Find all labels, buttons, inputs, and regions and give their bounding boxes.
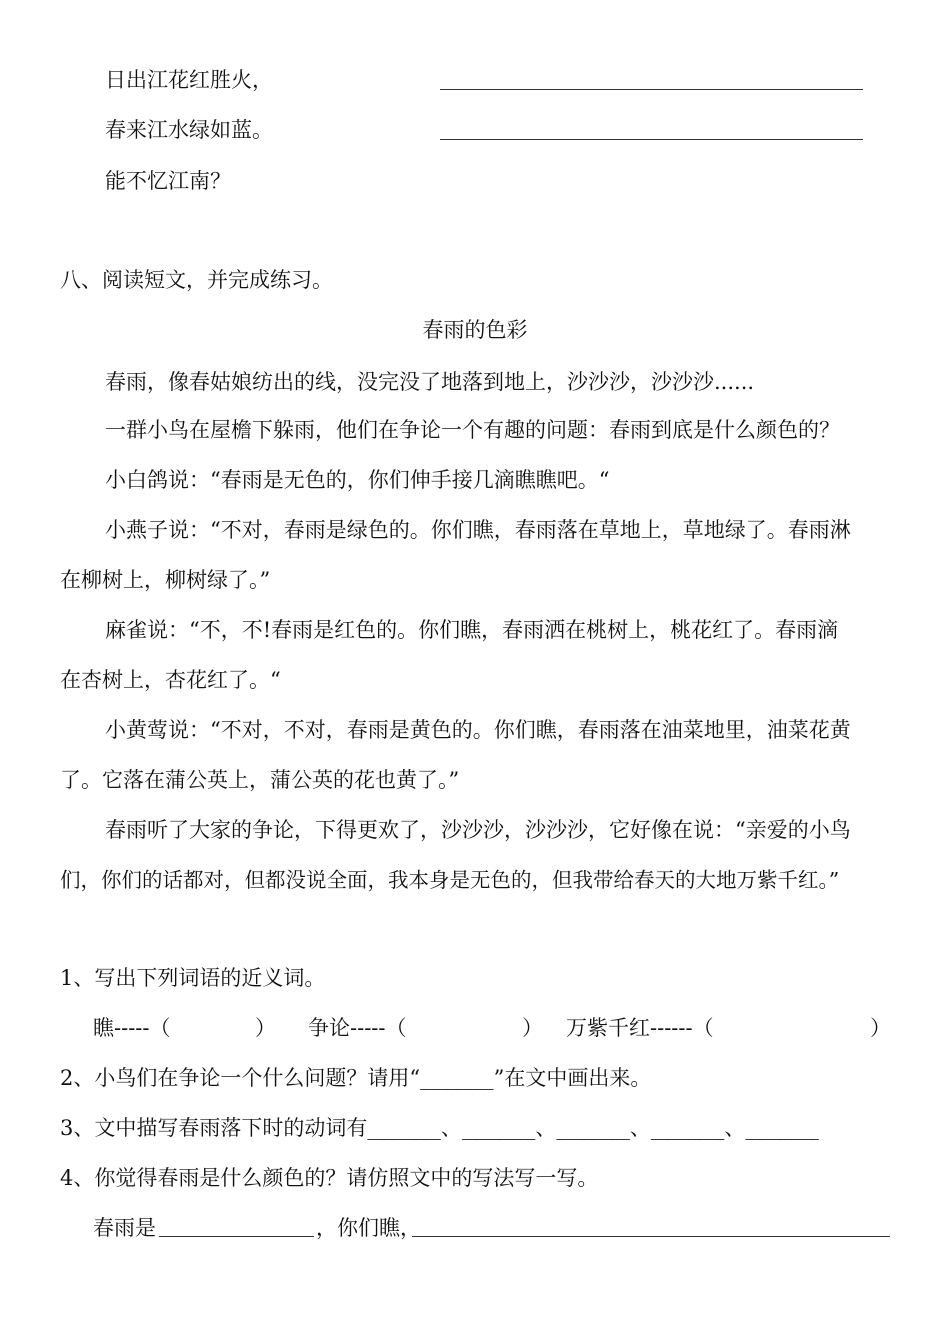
answer-middle: ，你们瞧， [316, 1216, 421, 1240]
paragraph-6-line-2: 了。它落在蒲公英上，蒲公英的花也黄了。” [60, 768, 460, 792]
answer-prefix: 春雨是 [93, 1216, 156, 1240]
synonym-prompt-1: 瞧-----（ [93, 1016, 171, 1040]
synonym-prompt-2: 争论-----（ [308, 1016, 407, 1040]
paragraph-4-line-1: 小燕子说：“不对，春雨是绿色的。你们瞧，春雨落在草地上，草地绿了。春雨淋 [105, 518, 851, 542]
question-4: 4、你觉得春雨是什么颜色的？请仿照文中的写法写一写。 [60, 1166, 599, 1190]
paragraph-7-line-1: 春雨听了大家的争论，下得更欢了，沙沙沙，沙沙沙，它好像在说：“亲爱的小鸟 [105, 818, 851, 842]
synonym-close-2: ） [522, 1016, 543, 1040]
synonym-close-3: ） [870, 1016, 891, 1040]
paragraph-4-line-2: 在柳树上，柳树绿了。” [60, 568, 271, 592]
paragraph-5-line-1: 麻雀说：“不，不!春雨是红色的。你们瞧，春雨洒在桃树上，桃花红了。春雨滴 [105, 618, 839, 642]
paragraph-7-line-2: 们，你们的话都对，但都没说全面，我本身是无色的，但我带给春天的大地万紫千红。” [60, 868, 840, 892]
section-heading: 八、阅读短文，并完成练习。 [60, 268, 333, 292]
synonym-close-1: ） [255, 1016, 276, 1040]
answer-line[interactable] [159, 1236, 314, 1237]
story-title: 春雨的色彩 [422, 318, 528, 342]
question-3: 3、文中描写春雨落下时的动词有_______、_______、_______、_______、_______ [60, 1116, 819, 1140]
question-2: 2、小鸟们在争论一个什么问题？请用“_______”在文中画出来。 [60, 1066, 652, 1090]
paragraph-6-line-1: 小黄莺说：“不对，不对，春雨是黄色的。你们瞧，春雨落在油菜地里，油菜花黄 [105, 718, 851, 742]
synonym-prompt-3: 万紫千红------（ [566, 1016, 714, 1040]
question-1: 1、写出下列词语的近义词。 [60, 966, 326, 990]
paragraph-2: 一群小鸟在屋檐下躲雨，他们在争论一个有趣的问题：春雨到底是什么颜色的？ [105, 418, 840, 442]
poem-line-2: 春来江水绿如蓝。 [105, 118, 273, 142]
poem-line-1: 日出江花红胜火， [105, 68, 273, 92]
paragraph-1: 春雨，像春姑娘纺出的线，没完没了地落到地上，沙沙沙，沙沙沙...... [105, 370, 755, 394]
answer-line[interactable] [440, 139, 863, 140]
paragraph-3: 小白鸽说：“春雨是无色的，你们伸手接几滴瞧瞧吧。“ [105, 468, 610, 492]
answer-line[interactable] [412, 1236, 890, 1237]
poem-line-3: 能不忆江南？ [105, 169, 231, 193]
paragraph-5-line-2: 在杏树上，杏花红了。“ [60, 668, 281, 692]
answer-line[interactable] [440, 89, 863, 90]
